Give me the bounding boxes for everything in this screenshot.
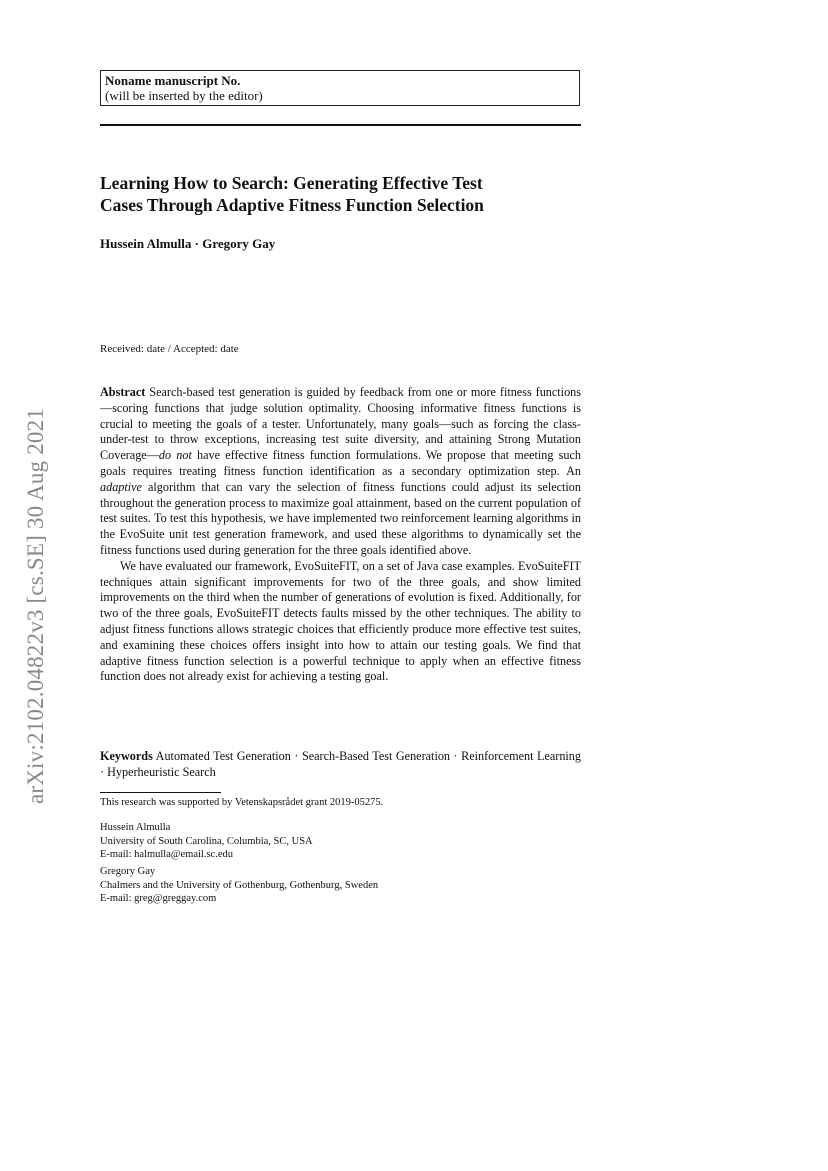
abstract-text-b: have effective fitness function formulations. We propose that meeting such goals requires treating fitness function identification as a secondary optimization step. An: [100, 448, 581, 478]
received-date: Received: date / Accepted: date: [100, 343, 239, 355]
affiliation-institution: Chalmers and the University of Gothenburg, Gothenburg, Sweden: [100, 879, 379, 891]
affiliation-institution: University of South Carolina, Columbia, SC, USA: [100, 835, 313, 847]
abstract-text-a: Search-based test generation is guided by feedback from one or more fitness functions—scoring functions that judge solution optimality. Choosing informative fitness functions is crucial to meeting the goals of a tester. Unfortunately, many goals—such as forcing the class-under-test to throw exceptions, increasing test suite diversity, and attaining Strong Mutation Coverage—: [100, 385, 581, 463]
authors: Hussein Almulla · Gregory Gay: [100, 236, 276, 251]
abstract-paragraph-2: We have evaluated our framework, EvoSuiteFIT, on a set of Java case examples. EvoSuiteFIT techniques attain significant improvements for two of the three goals, and show limited improvements on the third when the number of generations of evolution is fixed. Additionally, for two of the three goals, EvoSuiteFIT detects faults missed by the other techniques. The ability to adjust fitness functions allows strategic choices that efficiently produce more effective test suites, and examining these choices offers insight into how to attain our testing goals. We find that adaptive fitness function selection is a powerful technique to apply when an effective fitness function does not already exist for achieving a testing goal.: [100, 558, 581, 684]
arxiv-stamp: [24, 365, 48, 847]
affiliation-email: E-mail: greg@greggay.com: [100, 893, 217, 904]
footnote-rule: [100, 792, 221, 793]
affiliation-email: E-mail: halmulla@email.sc.edu: [100, 849, 234, 860]
editor-box: [100, 70, 580, 106]
affiliation-name: Gregory Gay: [100, 866, 156, 877]
editor-note: (will be inserted by the editor): [105, 88, 263, 103]
title-line-1: Learning How to Search: Generating Effective Test: [100, 173, 483, 193]
keywords: [100, 748, 581, 780]
header-rule: [100, 124, 581, 126]
keywords-label: Keywords: [100, 749, 153, 763]
affiliation-2: [100, 865, 378, 906]
abstract: [100, 385, 581, 685]
keywords-text: Automated Test Generation · Search-Based Test Generation · Reinforcement Learning · Hyperheuristic Search: [100, 749, 581, 779]
abstract-text-c: algorithm that can vary the selection of fitness functions could adjust its selection throughout the generation process to maximize goal attainment, based on the current population of test suites. To test this hypothesis, we have implemented two reinforcement learning algorithms in the EvoSuite unit test generation framework, and used these algorithms to dynamically set the fitness functions used during generation for the three goals identified above.: [100, 479, 581, 557]
funding-note: This research was supported by Vetenskapsrådet grant 2019-05275.: [100, 797, 384, 808]
abstract-label: Abstract: [100, 385, 146, 399]
abstract-paragraph-1: [100, 385, 581, 559]
manuscript-label: Noname manuscript No.: [105, 73, 241, 88]
abstract-emphasis-1: do not: [158, 448, 192, 463]
title-line-2: Cases Through Adaptive Fitness Function Selection: [100, 195, 484, 215]
arxiv-identifier: arXiv:2102.04822v3 [cs.SE] 30 Aug 2021: [23, 407, 48, 805]
affiliation-1: [100, 821, 313, 862]
paper-title: [100, 172, 600, 216]
abstract-emphasis-2: adaptive: [100, 479, 142, 494]
affiliation-name: Hussein Almulla: [100, 822, 171, 833]
